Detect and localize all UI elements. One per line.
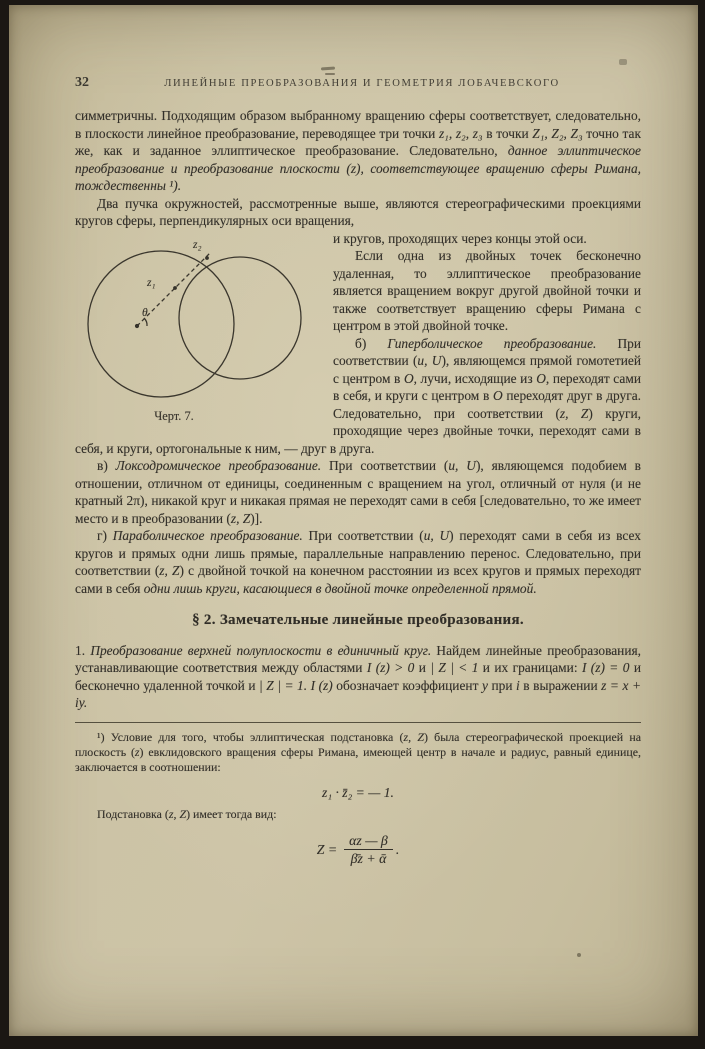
- label-theta: θ: [142, 306, 148, 319]
- page-header: [75, 75, 641, 91]
- page-number: 32: [75, 75, 89, 90]
- formula-fraction: [344, 833, 393, 867]
- scan-speck: [619, 59, 627, 65]
- footnote-text: ¹) Условие для того, чтобы эллиптическая подстановка (z, Z) была стереографической проекцией на плоскость (z) евклидовского вращения сферы Римана, имеющей центр в начале и радиус, равный единице, заключается в соотношении:: [75, 729, 642, 775]
- label-z2: z₂: [193, 238, 202, 251]
- point-z2: [205, 256, 209, 260]
- figure-chart-7: [79, 234, 317, 426]
- center-point: [135, 323, 139, 327]
- label-z1: z₁: [147, 276, 156, 289]
- paragraph-halfplane-to-disk: 1. Преобразование верхней полуплоскости в единичный круг. Найдем линейные преобразования, устанавливающие соответствия между областями I (z) > 0 и | Z | < 1 и их границами: I (z) = 0 и бесконечно удаленной точкой и | Z | = 1. I (z) обозначает коэффициент y при i в выражении z = x + iy.: [75, 642, 641, 710]
- paragraph-parabolic: г) Параболическое преобразование. При соответствии (u, U) переходят сами в себя из всех кругов и прямых одни лишь прямые, параллельные направлению перенос. Следовательно, при соответствии (z, Z) с двойной точкой на конечном расстоянии из всех кругов и прямых переходят сами в себя одни лишь круги, касающиеся в двойной точке определенной прямой.: [75, 528, 641, 596]
- angle-arc: [144, 318, 147, 326]
- section-heading: § 2. Замечательные линейные преобразования.: [192, 612, 524, 628]
- footnote-formula-1: z₁ · z̄₂ = — 1.: [322, 784, 394, 800]
- right-circle: [179, 257, 301, 379]
- dashed-axis-line: [137, 253, 210, 326]
- running-header: ЛИНЕЙНЫЕ ПРЕОБРАЗОВАНИЯ И ГЕОМЕТРИЯ ЛОБАЧЕВСКОГО: [164, 78, 560, 89]
- fraction-numerator: αz — β: [344, 833, 393, 850]
- paragraph-two-pencils-intro: Два пучка окружностей, рассмотренные выше, являются стереографическими проекциями кругов сферы, перпендикулярных оси вращения,: [75, 195, 641, 228]
- formula-period: .: [395, 841, 400, 857]
- figure-text-section: [75, 230, 641, 458]
- formula-lhs: Z =: [316, 841, 338, 857]
- figure-caption: Черт. 7.: [154, 408, 194, 423]
- paragraph-double-point: Если одна из двойных точек бесконечно удаленная, то эллиптическое преобразование является вращением вокруг другой двойной точки и также соответствует вращению сферы Римана с центром в этой двойной точке.: [333, 248, 641, 333]
- scan-speck: [577, 953, 581, 957]
- footnote-text-2: Подстановка (z, Z) имеет тогда вид:: [97, 807, 277, 822]
- left-circle: [88, 251, 234, 397]
- page-content: [75, 107, 641, 870]
- footnote-formula-2: [75, 833, 641, 867]
- two-circles-diagram: [79, 234, 317, 404]
- paragraph-loxodromic: в) Локсодромическое преобразование. При соответствии (u, U), являющемся подобием в отношении, отличном от единицы, соединенным с вращением на угол, отличный от нуля (и не кратный 2π), никакой круг и никакая прямая не переходят сами в себя [следовательно, то же имеет место и в преобразовании (z, Z)].: [75, 458, 641, 526]
- paragraph-hyperbolic: б) Гиперболическое преобразование. При соответствии (u, U), являющемся прямой гомотетией с центром в O, лучи, исходящие из O, переходят сами в себя, и круги с центром в O переходят друг в друга. Следовательно, при соответствии (z, Z) круги, проходящие через двойные точки, переходят сами в себя, и круги, ортогональные к ним, — друг в друга.: [75, 335, 641, 456]
- fraction-denominator: β̄z + ᾱ: [350, 850, 387, 866]
- paragraph-symmetry: симметричны. Подходящим образом выбранному вращению сферы соответствует, следовательно, в плоскости линейное преобразование, переводящее три точки z₁, z₂, z₃ в точки Z₁, Z₂, Z₃ точно так же, как и заданное эллиптическое преобразование. Следовательно, данное эллиптическое преобразование и преобразование плоскости (z), соответствующее вращению сферы Римана, тождественны ¹).: [75, 108, 642, 193]
- footnote-block: [75, 722, 641, 867]
- point-z1: [173, 286, 177, 290]
- paragraph-two-pencils-cont: и кругов, проходящих через концы этой оси.: [333, 230, 587, 246]
- book-page: [9, 5, 698, 1036]
- scan-speck: [321, 67, 335, 71]
